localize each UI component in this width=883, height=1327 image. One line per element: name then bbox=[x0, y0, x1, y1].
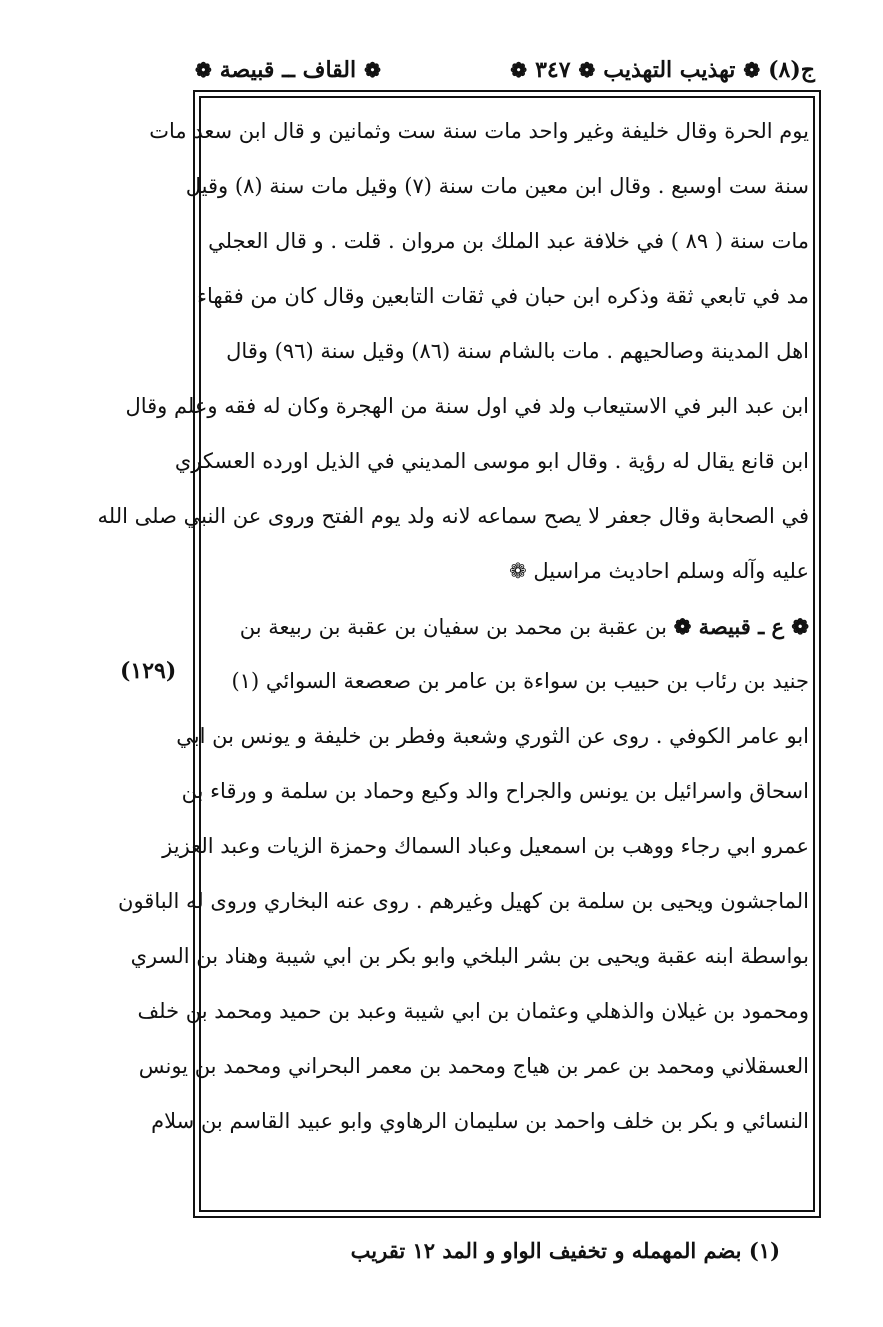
text-line: ابن عبد البر في الاستيعاب ولد في اول سنة من الهجرة وكان له فقه وعلم وقال bbox=[125, 394, 809, 418]
ornament-icon: ❁ bbox=[510, 58, 528, 82]
footnote: (١) بضم المهمله و تخفيف الواو و المد ١٢ تقريب bbox=[350, 1238, 780, 1263]
text-line: مد في تابعي ثقة وذكره ابن حبان في ثقات التابعين وقال كان من فقهاء bbox=[197, 284, 809, 308]
ornament-icon: ❁ bbox=[195, 58, 212, 82]
text-line: العسقلاني ومحمد بن عمر بن هياج ومحمد بن معمر البحراني ومحمد بن يونس bbox=[138, 1054, 809, 1078]
text-line: النسائي و بكر بن خلف واحمد بن سليمان الرهاوي وابو عبيد القاسم بن سلام bbox=[151, 1109, 809, 1133]
entry-heading-line bbox=[205, 599, 809, 654]
text-line: الماجشون ويحيى بن سلمة بن كهيل وغيرهم . روى عنه البخاري وروى له الباقون bbox=[118, 889, 809, 913]
entry-lineage: بن عقبة بن محمد بن سفيان بن عقبة بن ربيعة بن bbox=[239, 615, 667, 639]
volume-label: ج(٨) bbox=[768, 57, 815, 83]
entry-name: ❁ ع ـ قبيصة ❁ bbox=[673, 614, 809, 639]
text-line: ابن قانع يقال له رؤية . وقال ابو موسى المديني في الذيل اورده العسكري bbox=[174, 449, 809, 473]
text-line: بواسطة ابنه عقبة ويحيى بن بشر البلخي وابو بكر بن ابي شيبة وهناد بن السري bbox=[130, 944, 809, 968]
book-title: تهذيب التهذيب bbox=[603, 57, 736, 83]
text-line: يوم الحرة وقال خليفة وغير واحد مات سنة ست وثمانين و قال ابن سعد مات bbox=[149, 119, 809, 143]
ornament-icon: ❁ bbox=[364, 58, 381, 82]
ornament-icon: ❁ bbox=[743, 58, 761, 82]
text-line: سنة ست اوسبع . وقال ابن معين مات سنة (٧) وقيل مات سنة (٨) وقيل bbox=[185, 174, 809, 198]
page-number: ٣٤٧ bbox=[535, 57, 571, 83]
text-line: جنيد بن رئاب بن حبيب بن سواءة بن عامر بن صعصعة السوائي (١) bbox=[231, 669, 809, 693]
margin-entry-number: (١٢٩) bbox=[120, 658, 177, 684]
header-left bbox=[195, 57, 381, 83]
section-title: القاف ــ قبيصة bbox=[219, 57, 357, 83]
ornament-icon: ❁ bbox=[578, 58, 596, 82]
text-line: عليه وآله وسلم احاديث مراسيل ❁ bbox=[509, 559, 809, 583]
text-line: عمرو ابي رجاء ووهب بن اسمعيل وعباد السماك وحمزة الزيات وعبد العزيز bbox=[162, 834, 809, 858]
text-line: ومحمود بن غيلان والذهلي وعثمان بن ابي شيبة وعبد بن حميد ومحمد بن خلف bbox=[137, 999, 809, 1023]
text-line: مات سنة ( ٨٩ ) في خلافة عبد الملك بن مروان . قلت . و قال العجلي bbox=[208, 229, 809, 253]
text-line: اسحاق واسرائيل بن يونس والجراح والد وكيع وحماد بن سلمة و ورقاء بن bbox=[181, 779, 809, 803]
header-right bbox=[510, 57, 815, 83]
text-line: في الصحابة وقال جعفر لا يصح سماعه لانه ولد يوم الفتح وروى عن النبي صلى الله bbox=[97, 504, 809, 528]
text-line: اهل المدينة وصالحيهم . مات بالشام سنة (٨٦) وقيل سنة (٩٦) وقال bbox=[226, 339, 809, 363]
text-line: ابو عامر الكوفي . روى عن الثوري وشعبة وفطر بن خليفة و يونس بن ابي bbox=[176, 724, 809, 748]
running-header bbox=[195, 50, 815, 90]
